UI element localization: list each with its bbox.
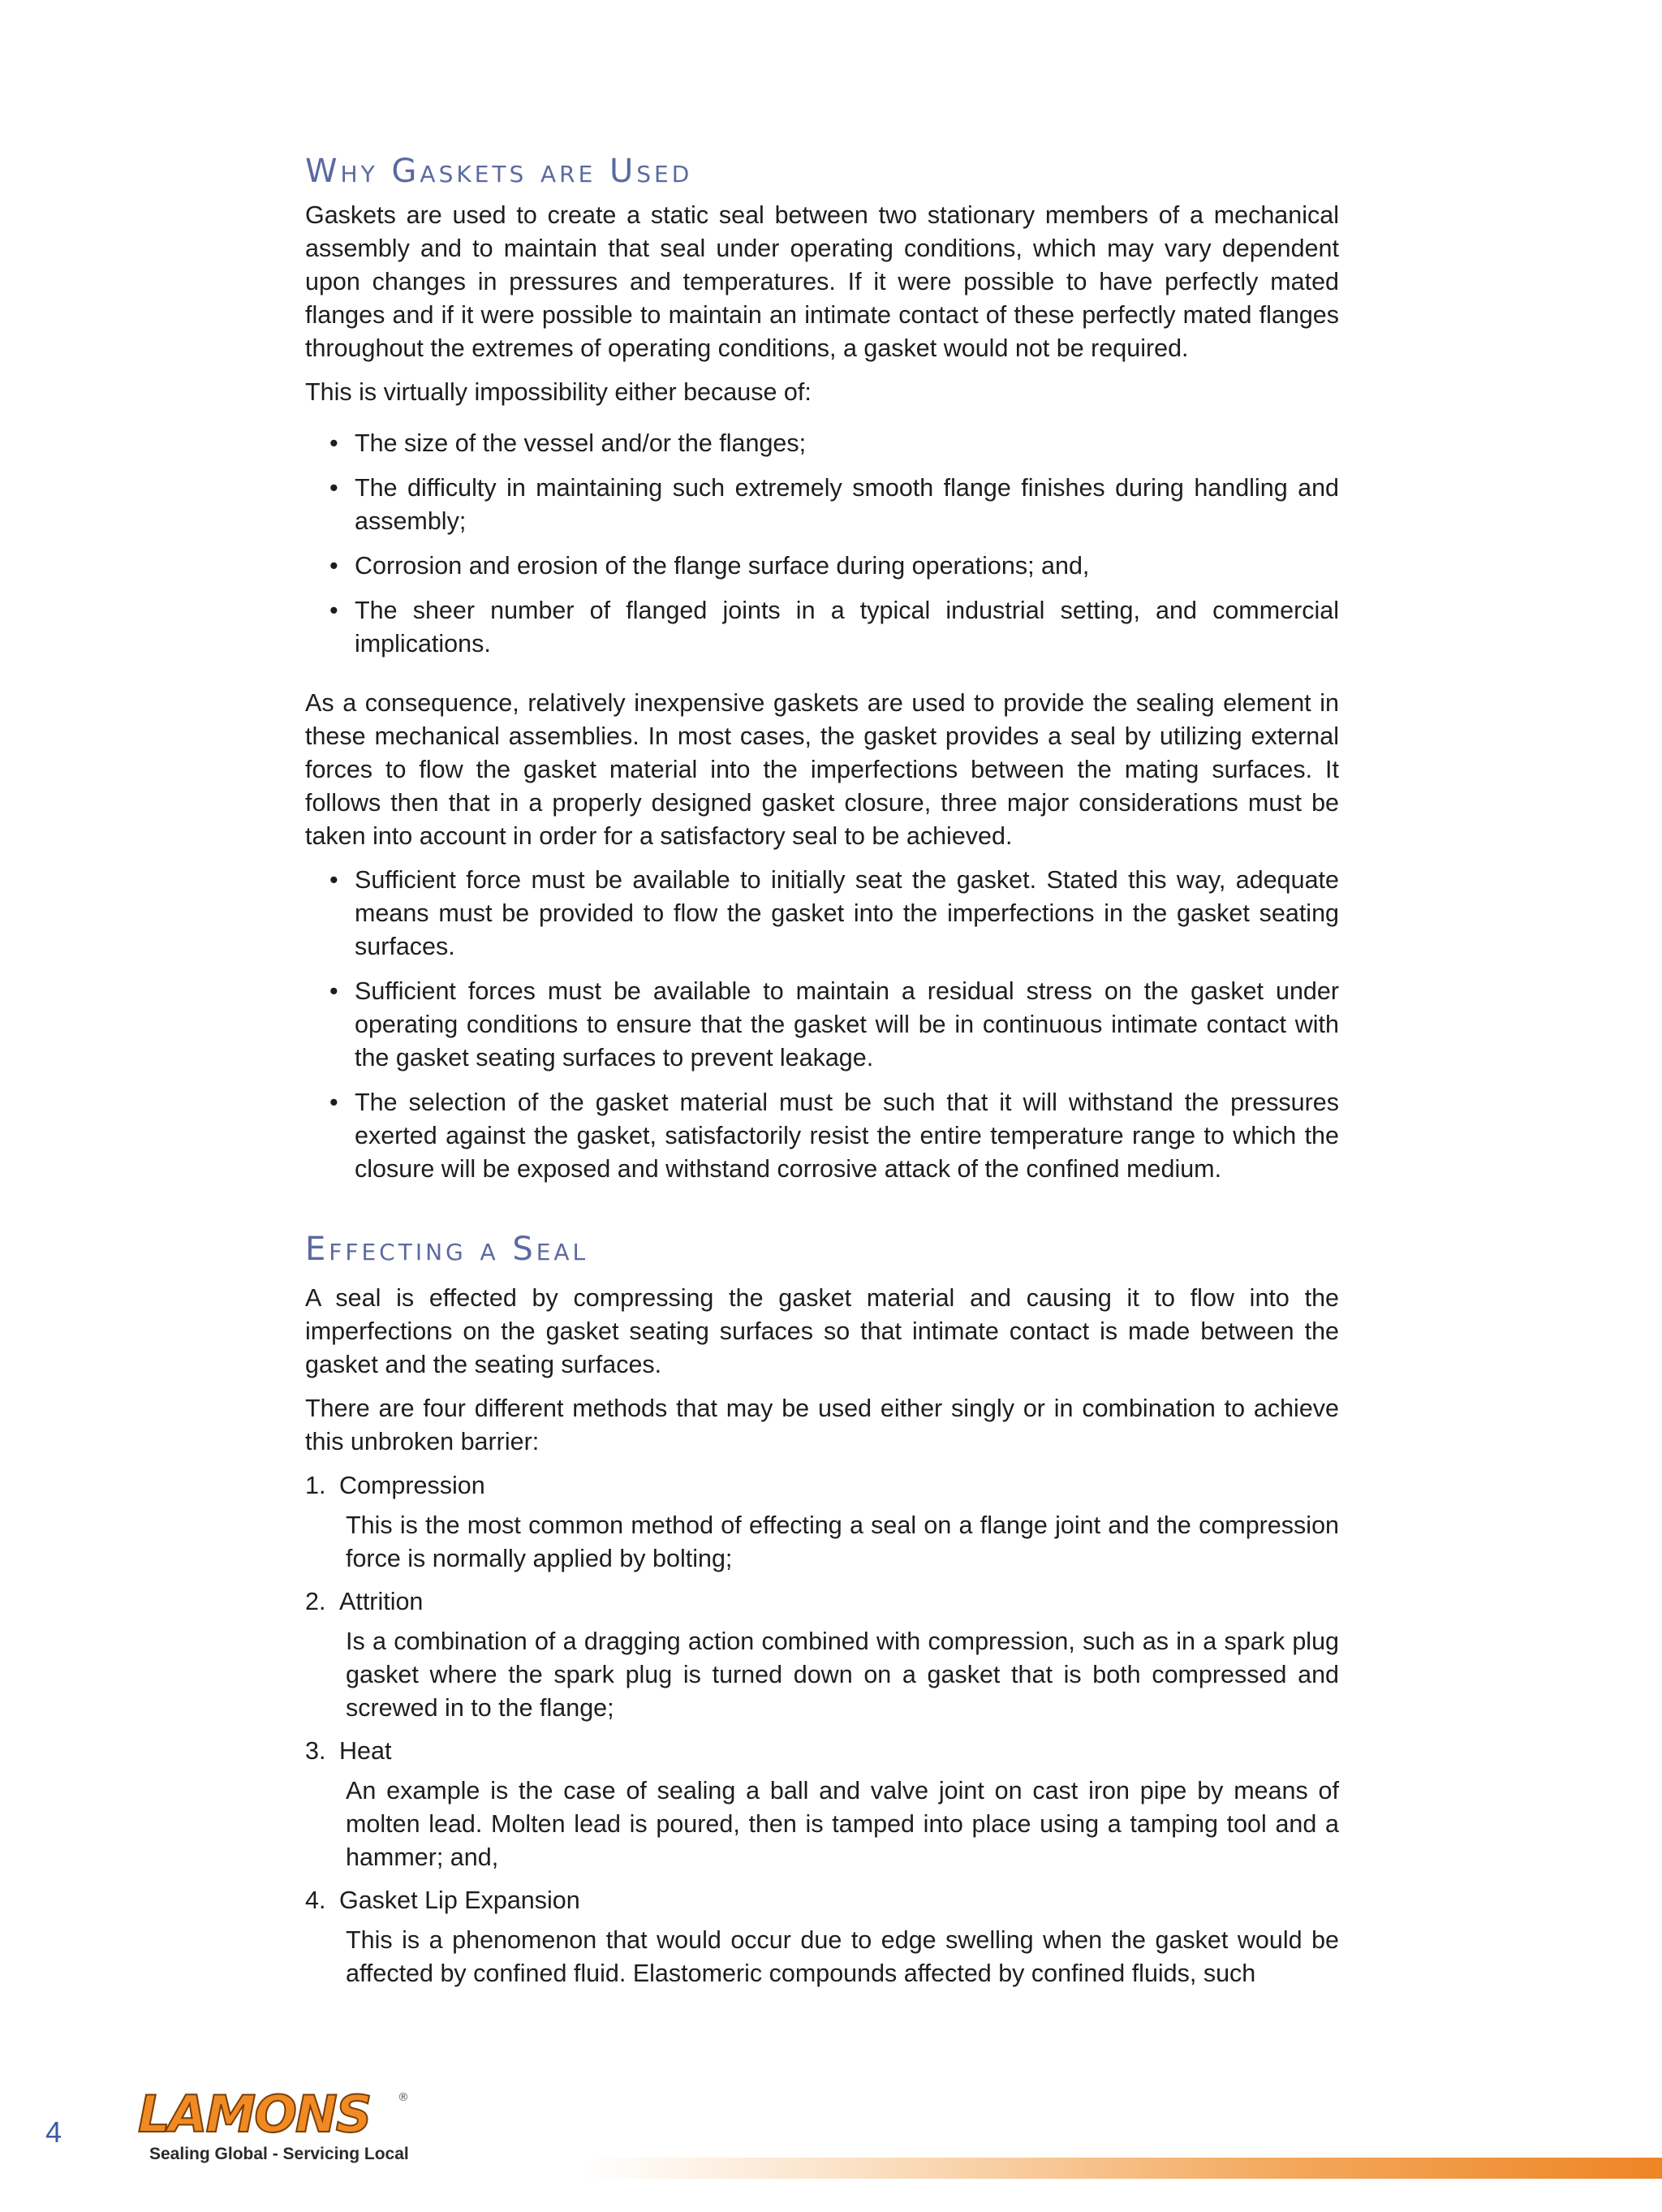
method-title: Attrition [339, 1588, 424, 1615]
bullet-list [305, 427, 1339, 661]
tagline: Sealing Global - Servicing Local [149, 2145, 409, 2163]
bullet-item: • The difficulty in maintaining such extremely smooth flange finishes during handling and assembly; [305, 472, 1339, 538]
page-content [305, 150, 1339, 2000]
footer-gradient-bar [584, 2158, 1662, 2179]
method-number: 3. [305, 1737, 326, 1765]
page-number: 4 [45, 2115, 62, 2149]
method-title: Heat [339, 1737, 392, 1765]
paragraph: This is virtually impossibility either because of: [305, 378, 812, 406]
method-item [305, 1469, 1339, 1576]
bullet-item: • The size of the vessel and/or the flanges; [305, 427, 1339, 460]
registered-mark: ® [398, 2091, 409, 2104]
method-number: 2. [305, 1588, 326, 1615]
paragraph: As a consequence, relatively inexpensive gaskets are used to provide the sealing element in these mechanical assemblies. In most cases, the gasket provides a seal by utilizing external forces to flow the gasket material into the imperfections between the mating surfaces. It follows then that in a properly designed gasket closure, three major considerations must be taken into account in order for a satisfactory seal to be achieved. [305, 689, 1339, 850]
paragraph: There are four different methods that may be used either singly or in combination to achieve this unbroken barrier: [305, 1395, 1339, 1455]
section-heading-effecting-seal: Effecting a Seal [305, 1231, 589, 1268]
method-description: This is the most common method of effecting a seal on a flange joint and the compression force is normally applied by bolting; [346, 1511, 1339, 1572]
lamons-logo [136, 2085, 412, 2141]
logo-wordmark [138, 2085, 370, 2141]
method-description: This is a phenomenon that would occur due to edge swelling when the gasket would be affected by confined fluid. Elastomeric compounds affected by confined fluids, such [346, 1926, 1339, 1987]
method-title: Compression [339, 1472, 485, 1499]
method-item [305, 1884, 1339, 1990]
method-number: 4. [305, 1886, 326, 1914]
method-number: 1. [305, 1472, 326, 1499]
paragraph: A seal is effected by compressing the gasket material and causing it to flow into the imperfections on the gasket seating surfaces so that intimate contact is made between the gasket and the seating surfaces. [305, 1284, 1339, 1378]
bullet-item: • Corrosion and erosion of the flange surface during operations; and, [305, 550, 1339, 583]
logo-text: LAMONS [138, 2085, 371, 2141]
bullet-item: • Sufficient forces must be available to maintain a residual stress on the gasket under operating conditions to ensure that the gasket will be in continuous intimate contact with the gasket seating surfaces to prevent leakage. [305, 975, 1339, 1075]
method-title: Gasket Lip Expansion [339, 1886, 580, 1914]
bullet-item: • The sheer number of flanged joints in a typical industrial setting, and commercial implications. [305, 594, 1339, 661]
method-item [305, 1735, 1339, 1874]
bullet-item: • The selection of the gasket material must be such that it will withstand the pressures exerted against the gasket, satisfactorily resist the entire temperature range to which the closure will be exposed and withstand corrosive attack of the confined medium. [305, 1086, 1339, 1186]
methods-list [305, 1469, 1339, 1990]
bullet-list [305, 864, 1339, 1186]
method-description: An example is the case of sealing a ball and valve joint on cast iron pipe by means of molten lead. Molten lead is poured, then is tamped into place using a tamping tool and a hammer; and, [346, 1777, 1339, 1871]
paragraph: Gaskets are used to create a static seal between two stationary members of a mechanical assembly and to maintain that seal under operating conditions, which may vary dependent upon changes in pressures and temperatures. If it were possible to have perfectly mated flanges and if it were possible to maintain an intimate contact of these perfectly mated flanges throughout the extremes of operating conditions, a gasket would not be required. [305, 201, 1339, 362]
bullet-item: • Sufficient force must be available to initially seat the gasket. Stated this way, adequate means must be provided to flow the gasket into the imperfections in the gasket seating surfaces. [305, 864, 1339, 964]
method-description: Is a combination of a dragging action combined with compression, such as in a spark plug gasket where the spark plug is turned down on a gasket that is both compressed and screwed in to the flange; [346, 1628, 1339, 1722]
section-heading-why-gaskets: Why Gaskets are Used [305, 153, 693, 190]
method-item [305, 1585, 1339, 1725]
